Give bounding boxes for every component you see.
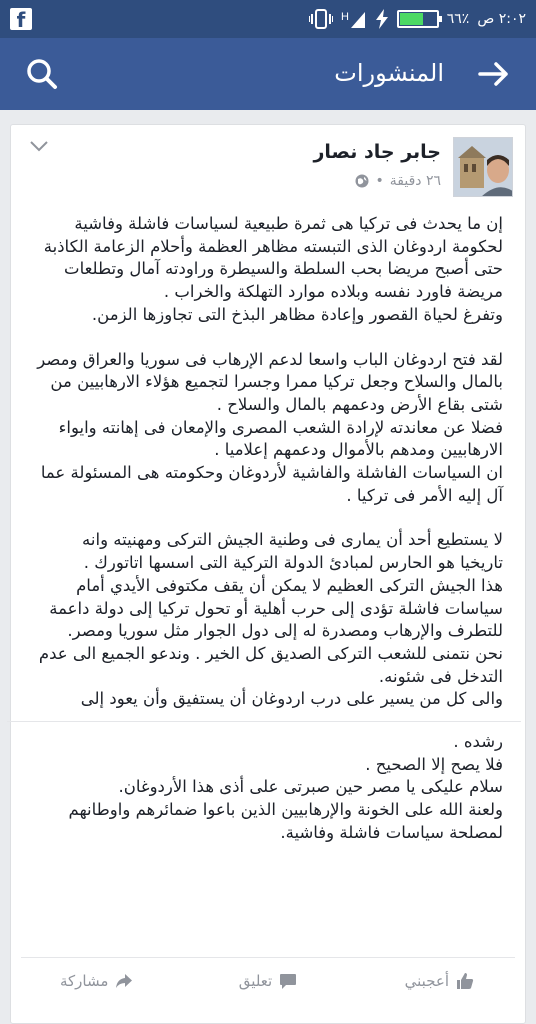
post-line: مريضة فاورد نفسه وبلاده موارد التهلكة والخراب . bbox=[163, 282, 503, 302]
divider bbox=[21, 957, 515, 958]
post-line: ان السياسات الفاشلة والفاشية لأردوغان وحكومته هى المسئولة عما bbox=[40, 463, 503, 483]
post-line: هذا الجيش التركى العظيم لا يمكن أن يقف مكتوفى الأيدي أمام bbox=[76, 575, 503, 595]
post-line: وتفرغ لحياة القصور وإعادة مظاهر البذخ التى تجاوزها الزمن. bbox=[91, 304, 503, 324]
author-photo bbox=[454, 138, 513, 197]
post-line: لمصلحة سياسات فاشلة وفاشية. bbox=[280, 822, 503, 842]
status-time: ٢:٠٢ ص bbox=[477, 11, 526, 27]
vibrate-icon bbox=[309, 9, 333, 29]
post-time[interactable]: ٢٦ دقيقة bbox=[389, 173, 441, 189]
comment-button[interactable] bbox=[182, 972, 353, 990]
post-line: شتى بقاع الأرض ودعمهم بالمال والسلاح . bbox=[216, 394, 503, 414]
comment-icon bbox=[279, 972, 297, 990]
battery-fill bbox=[400, 13, 423, 25]
post-line: الارهابيين ومدهم بالأموال ودعمهم إعلاميا . bbox=[214, 440, 503, 460]
chevron-down-icon[interactable] bbox=[29, 139, 49, 153]
post-line: بالمال والسلاح وجعل تركيا ممرا وجسرا لتجميع هؤلاء الارهابيين من bbox=[50, 372, 503, 392]
share-button[interactable] bbox=[11, 972, 182, 990]
network-label: H bbox=[340, 11, 349, 23]
search-icon[interactable] bbox=[22, 54, 62, 94]
avatar[interactable] bbox=[453, 137, 513, 197]
share-icon bbox=[115, 972, 133, 990]
battery-percent: ٦٦٪ bbox=[446, 11, 470, 27]
author-name[interactable]: جابر جاد نصار bbox=[313, 141, 441, 163]
status-indicators bbox=[309, 0, 526, 38]
post-line: سلام عليكى يا مصر حين صبرتى على أذى هذا الأردوغان. bbox=[118, 777, 503, 797]
paragraph-gap bbox=[29, 507, 503, 529]
battery-icon bbox=[397, 10, 439, 28]
share-label: مشاركة bbox=[59, 972, 109, 990]
page-title: المنشورات bbox=[334, 59, 444, 87]
post-line: فضلا عن معاندته لإرادة الشعب المصرى والإمعان فى إهانته وايواء bbox=[58, 417, 503, 437]
arrow-right-icon[interactable] bbox=[474, 54, 514, 94]
post-line: حتى أصبح مريضا بحب السلطة والسيطرة وراودته آمال وتطلعات bbox=[64, 259, 503, 279]
post-line: سياسات فاشلة تؤدى إلى حرب أهلية أو تحول تركيا إلى دولة داعمة bbox=[49, 598, 503, 618]
post-line: لا يستطيع أحد أن يمارى فى وطنية الجيش التركى ومهنيته وانه bbox=[82, 530, 503, 550]
post-line: إن ما يحدث فى تركيا هى ثمرة طبيعية لسياسات فاشلة وفاشية bbox=[74, 214, 503, 233]
post-line: تاريخيا هو الحارس لمبادئ الدولة التركية التى اسسها اتاتورك . bbox=[83, 553, 503, 573]
post-line: فلا يصح إلا الصحيح . bbox=[365, 754, 503, 774]
app-bar bbox=[0, 38, 536, 110]
fold-divider bbox=[7, 721, 521, 722]
thumbs-up-icon bbox=[456, 972, 474, 990]
globe-icon bbox=[355, 174, 369, 188]
post-line: والى كل من يسير على درب اردوغان أن يستفيق وأن يعود إلى bbox=[80, 689, 503, 709]
signal-icon bbox=[341, 9, 367, 29]
like-button[interactable] bbox=[354, 972, 525, 990]
facebook-icon: f bbox=[10, 8, 32, 30]
charging-icon bbox=[375, 9, 389, 29]
post-line: نحن نتمنى للشعب التركى الصديق كل الخير . وندعو الجميع الى عدم bbox=[38, 643, 503, 663]
paragraph-gap bbox=[29, 327, 503, 349]
post-card bbox=[10, 124, 526, 1024]
post-line: لحكومة اردوغان الذى التبسته مظاهر العظمة وأحلام الزعامة الكاذبة bbox=[43, 236, 503, 256]
post-line: لقد فتح اردوغان الباب واسعا لدعم الإرهاب فى سوريا والعراق ومصر bbox=[37, 349, 503, 369]
post-line: ولعنة الله على الخونة والإرهابيين الذين باعوا ضمائرهم واوطانهم bbox=[68, 800, 503, 820]
post-text bbox=[29, 213, 503, 845]
comment-label: تعليق bbox=[238, 972, 273, 990]
post-line: آل إليه الأمر فى تركيا . bbox=[346, 485, 503, 505]
meta-dot: • bbox=[375, 173, 384, 189]
post-line: التدخل فى شئونه. bbox=[378, 666, 503, 686]
like-label: أعجبني bbox=[404, 972, 450, 990]
post-line: رشده . bbox=[453, 732, 503, 752]
status-bar bbox=[0, 0, 536, 38]
action-bar bbox=[11, 961, 525, 1001]
post-line: للتطرف والإرهاب ومصدرة له إلى دول الجوار مثل سوريا ومصر. bbox=[67, 621, 503, 641]
post-meta bbox=[355, 173, 441, 189]
